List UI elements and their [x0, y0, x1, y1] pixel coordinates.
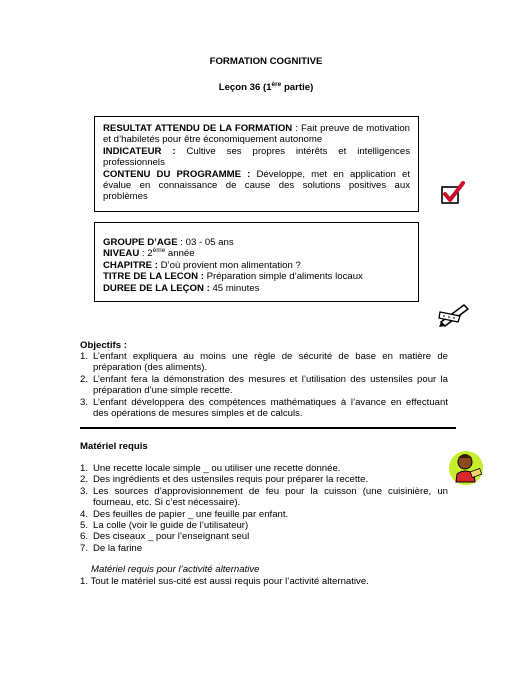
list-item: 6. Des ciseaux _ pour l’enseignant seul: [80, 531, 250, 543]
objectives-heading: Objectifs :: [80, 340, 127, 351]
materials-list: [80, 463, 448, 554]
checkbox-check-icon: [440, 180, 466, 206]
level: NIVEAU : 2ème année: [103, 247, 195, 260]
list-item: 4. Des feuilles de papier _ une feuille par enfant.: [80, 508, 289, 520]
alternative-materials-heading: Matériel requis pour l’activité alternative: [91, 564, 260, 575]
lesson-title: TITRE DE LA LECON : Préparation simple d’aliments locaux: [103, 271, 363, 283]
indicator: INDICATEUR : Cultive ses propres intérêts et intelligences professionnels: [103, 145, 410, 169]
materials-heading: Matériel requis: [80, 441, 148, 452]
list-item: 3. L’enfant développera des compétences mathématiques à l’avance en effectuant des opérations de mesures simples et de calculs.: [80, 396, 448, 420]
chapter: CHAPITRE : D’où provient mon alimentation ?: [103, 259, 301, 271]
lesson-duration: DUREE DE LA LEÇON : 45 minutes: [103, 282, 260, 294]
list-item: 1. Une recette locale simple _ ou utiliser une recette donnée.: [80, 463, 341, 474]
list-item: 2. L’enfant fera la démonstration des mesures et l’utilisation des ustensiles pour la préparation d’une simple recette.: [80, 373, 448, 397]
outcome-box: [94, 116, 419, 212]
child-with-materials-icon: [448, 448, 486, 488]
list-item: 1. L’enfant expliquera au moins une règle de sécurité de base en matière de préparation (des aliments).: [80, 351, 448, 374]
age-group: GROUPE D’AGE : 03 - 05 ans: [103, 237, 234, 248]
section-divider: [80, 427, 456, 429]
pencil-ruler-icon: [438, 300, 472, 328]
lesson-info-box: [94, 222, 419, 302]
objectives-list: [80, 351, 448, 419]
list-item: 7. De la farine: [80, 542, 143, 554]
document-title: FORMATION COGNITIVE: [209, 56, 323, 67]
list-item: 3. Les sources d’approvisionnement de feu pour la cuisson (une cuisinière, un fourneau, etc. Si c’est nécessaire).: [80, 485, 448, 509]
expected-outcome: RESULTAT ATTENDU DE LA FORMATION : Fait preuve de motivation et d’habiletés pour être économiquement autonome: [103, 123, 410, 146]
list-item: 2. Des ingrédients et des ustensiles requis pour préparer la recette.: [80, 474, 369, 486]
program-content: CONTENU DU PROGRAMME : Développe, met en application et évalue en connaissance de cause des solutions positives aux problèmes: [103, 168, 410, 203]
alternative-materials-item: 1. Tout le matériel sus-cité est aussi requis pour l’activité alternative.: [80, 576, 369, 587]
list-item: 5. La colle (voir le guide de l’utilisateur): [80, 520, 249, 532]
lesson-number: Leçon 36 (1ère partie): [218, 80, 314, 93]
